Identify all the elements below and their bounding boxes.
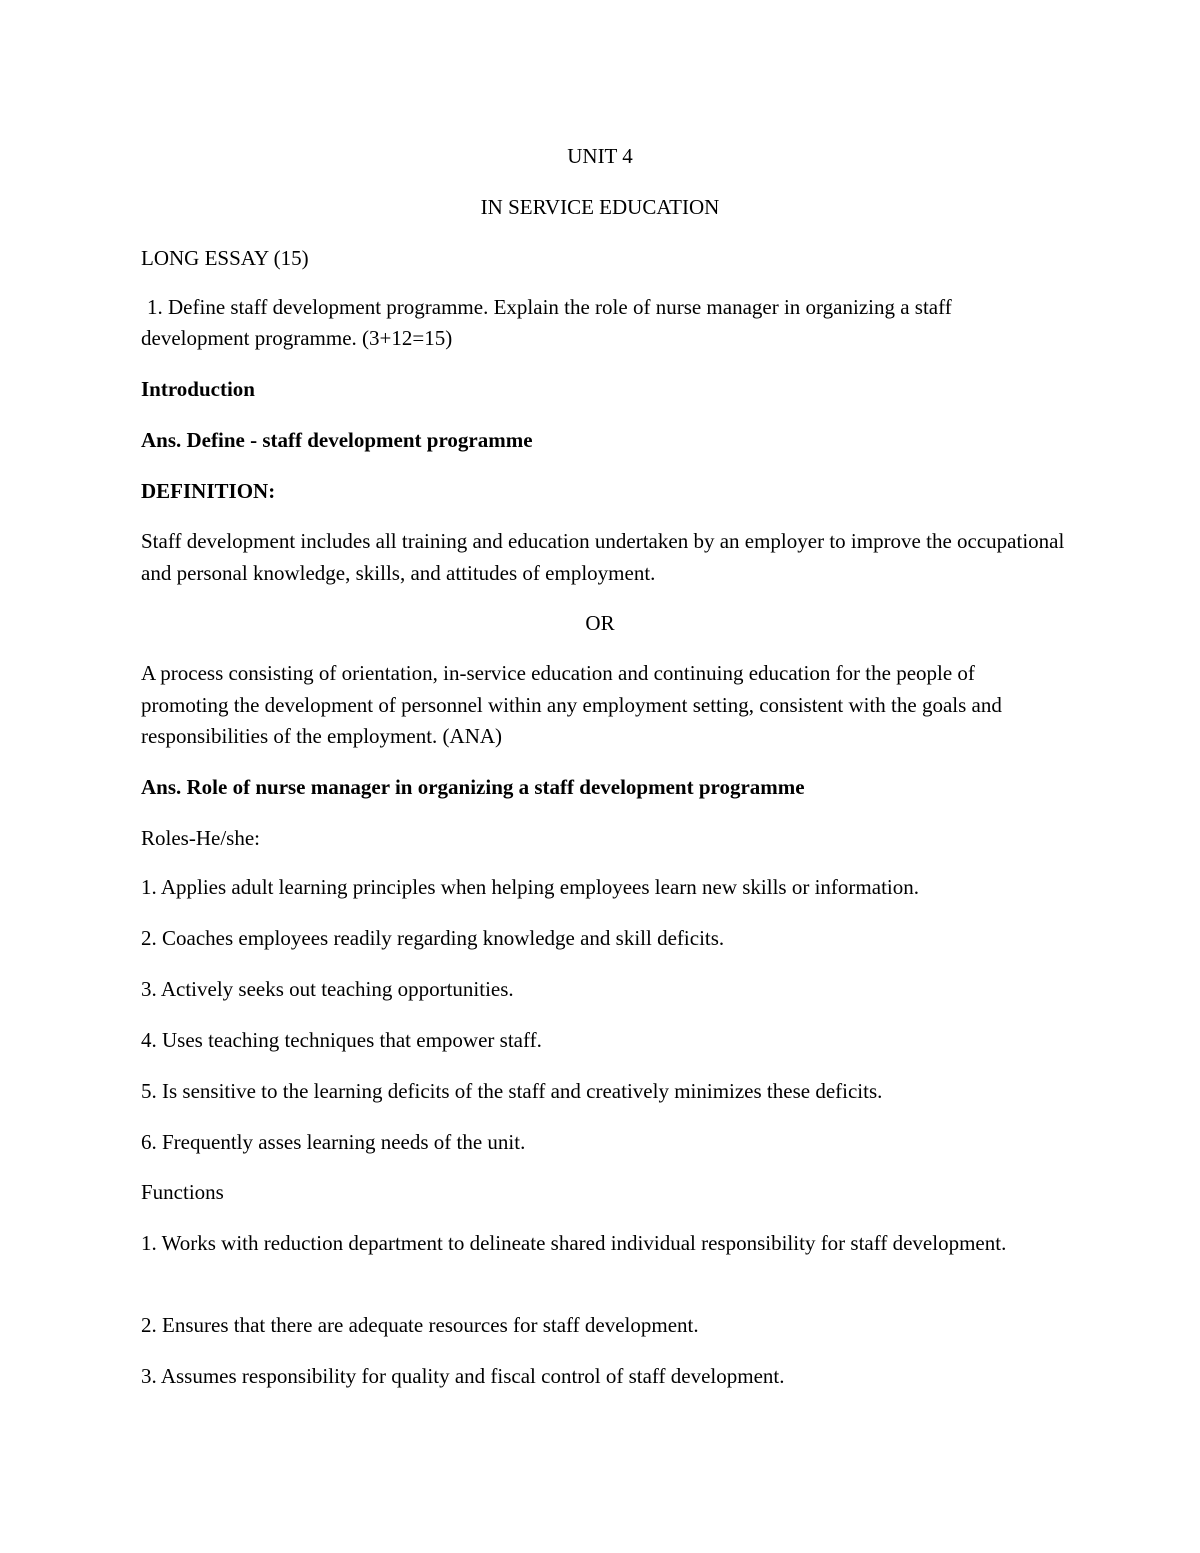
- answer-define-heading: Ans. Define - staff development programme: [141, 428, 533, 452]
- role-item: 5. Is sensitive to the learning deficits of the staff and creatively minimizes these deficits.: [141, 1079, 883, 1103]
- or-separator: OR: [585, 611, 615, 635]
- role-item: 3. Actively seeks out teaching opportunities.: [141, 977, 514, 1001]
- question-line-2: development programme. (3+12=15): [141, 326, 453, 350]
- definition-paragraph-2: A process consisting of orientation, in-service education and continuing education for the people of promoting the development of personnel within any employment setting, consistent with the goals and responsibilities of the employment. (ANA): [141, 661, 1002, 748]
- answer-role-heading: Ans. Role of nurse manager in organizing a staff development programme: [141, 775, 805, 799]
- section-heading: LONG ESSAY (15): [141, 246, 309, 270]
- functions-heading: Functions: [141, 1180, 224, 1204]
- unit-heading: UNIT 4: [567, 144, 633, 168]
- function-item: 1. Works with reduction department to delineate shared individual responsibility for staff development.: [141, 1231, 1007, 1255]
- role-item: 6. Frequently asses learning needs of the unit.: [141, 1130, 526, 1154]
- question-line-1: 1. Define staff development programme. Explain the role of nurse manager in organizing a staff: [147, 295, 952, 319]
- role-item: 4. Uses teaching techniques that empower staff.: [141, 1028, 542, 1052]
- function-item: 2. Ensures that there are adequate resources for staff development.: [141, 1313, 699, 1337]
- roles-heading: Roles-He/she:: [141, 826, 260, 850]
- introduction-heading: Introduction: [141, 377, 255, 401]
- page-title: IN SERVICE EDUCATION: [480, 195, 720, 219]
- definition-paragraph-1: Staff development includes all training and education undertaken by an employer to improve the occupational and personal knowledge, skills, and attitudes of employment.: [141, 529, 1065, 585]
- definition-heading: DEFINITION:: [141, 479, 276, 503]
- function-item: 3. Assumes responsibility for quality and fiscal control of staff development.: [141, 1364, 785, 1388]
- role-item: 1. Applies adult learning principles when helping employees learn new skills or information.: [141, 875, 919, 899]
- role-item: 2. Coaches employees readily regarding knowledge and skill deficits.: [141, 926, 725, 950]
